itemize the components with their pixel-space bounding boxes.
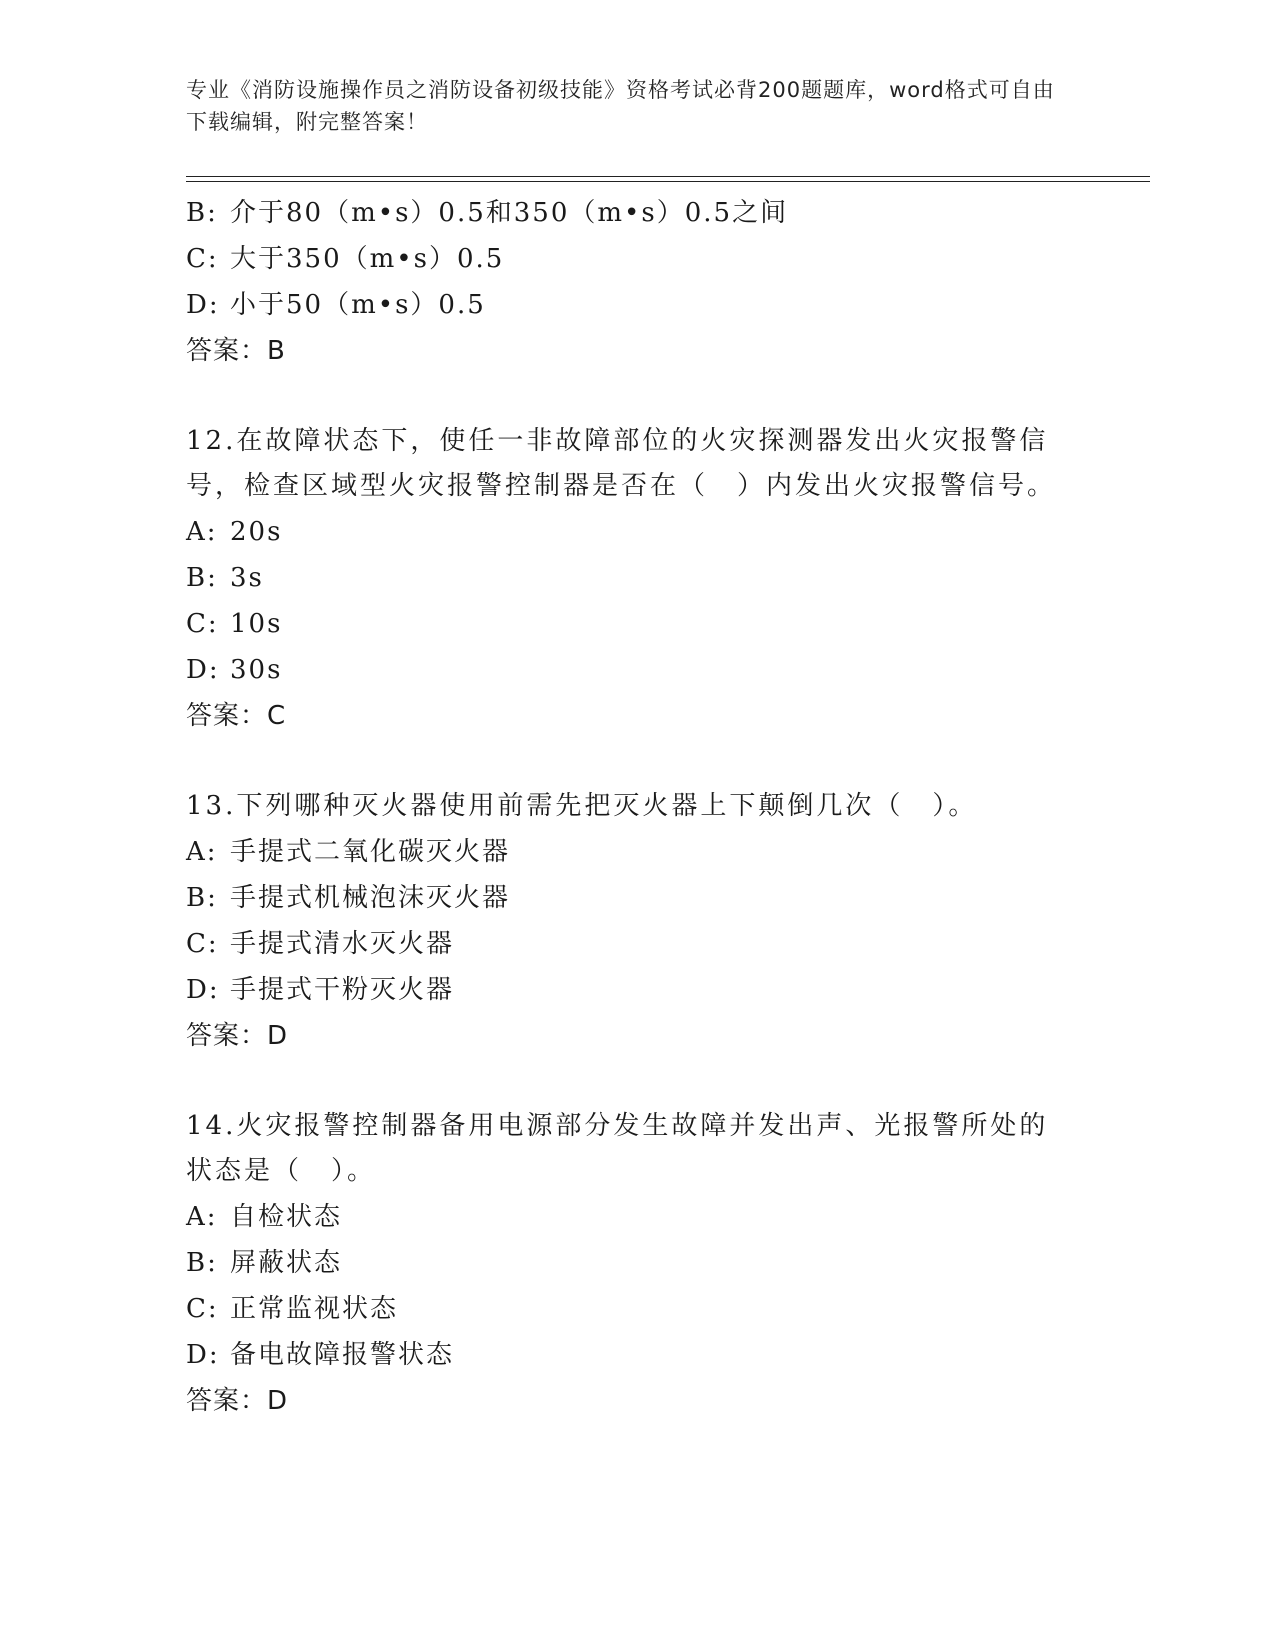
option-line [186,1194,1086,1240]
option-label: D: [186,655,220,685]
option-line [186,282,1086,328]
option-text: 正常监视状态 [230,1294,399,1324]
option-line [186,1240,1086,1286]
prev-question-block [186,190,1086,374]
option-label: D: [186,1340,220,1370]
option-text: 10s [230,609,283,639]
option-label: C: [186,1294,219,1324]
option-label: C: [186,929,219,959]
option-text: 30s [230,655,283,685]
option-label: D: [186,290,220,320]
option-text: 备电故障报警状态 [230,1340,455,1370]
question-block [186,1104,1086,1424]
header-divider-top [186,176,1150,177]
option-text: 手提式机械泡沫灭火器 [230,883,511,913]
option-line [186,1332,1086,1378]
option-line [186,829,1086,875]
option-text: 自检状态 [230,1202,343,1232]
option-label: B: [186,198,218,228]
question-block [186,419,1086,739]
option-line [186,647,1086,693]
option-label: D: [186,975,220,1005]
option-text: 20s [230,517,283,547]
option-line [186,555,1086,601]
question-block [186,784,1086,1059]
option-text: 手提式干粉灭火器 [230,975,455,1005]
option-label: B: [186,1248,218,1278]
option-line [186,190,1086,236]
option-line [186,967,1086,1013]
option-text: 3s [230,563,264,593]
option-label: A: [186,517,218,547]
option-line [186,875,1086,921]
option-text: 介于80（m•s）0.5和350（m•s）0.5之间 [230,198,789,228]
option-label: A: [186,1202,218,1232]
document-header: 专业《消防设施操作员之消防设备初级技能》资格考试必背200题题库，word格式可自由下载编辑，附完整答案！ [186,78,1055,134]
option-label: C: [186,609,219,639]
option-line [186,236,1086,282]
question-stem: 14.火灾报警控制器备用电源部分发生故障并发出声、光报警所处的状态是（ ）。 [186,1111,1049,1186]
option-label: B: [186,563,218,593]
answer-line: 答案：D [186,1386,289,1416]
option-text: 小于50（m•s）0.5 [230,290,486,320]
option-text: 大于350（m•s）0.5 [230,244,505,274]
option-label: B: [186,883,218,913]
option-text: 手提式二氧化碳灭火器 [230,837,511,867]
option-text: 手提式清水灭火器 [230,929,455,959]
header-divider-bottom [186,181,1150,182]
answer-line: 答案：C [186,701,287,731]
option-line [186,1286,1086,1332]
question-content [186,190,1086,1424]
option-line [186,921,1086,967]
question-stem: 13.下列哪种灭火器使用前需先把灭火器上下颠倒几次（ ）。 [186,791,978,821]
option-line [186,601,1086,647]
option-label: C: [186,244,219,274]
answer-line: 答案：D [186,1021,289,1051]
answer-line: 答案：B [186,336,286,366]
question-stem: 12.在故障状态下，使任一非故障部位的火灾探测器发出火灾报警信号，检查区域型火灾报警控制器是否在（ ）内发出火灾报警信号。 [186,426,1057,501]
option-label: A: [186,837,218,867]
option-line [186,509,1086,555]
option-text: 屏蔽状态 [230,1248,343,1278]
